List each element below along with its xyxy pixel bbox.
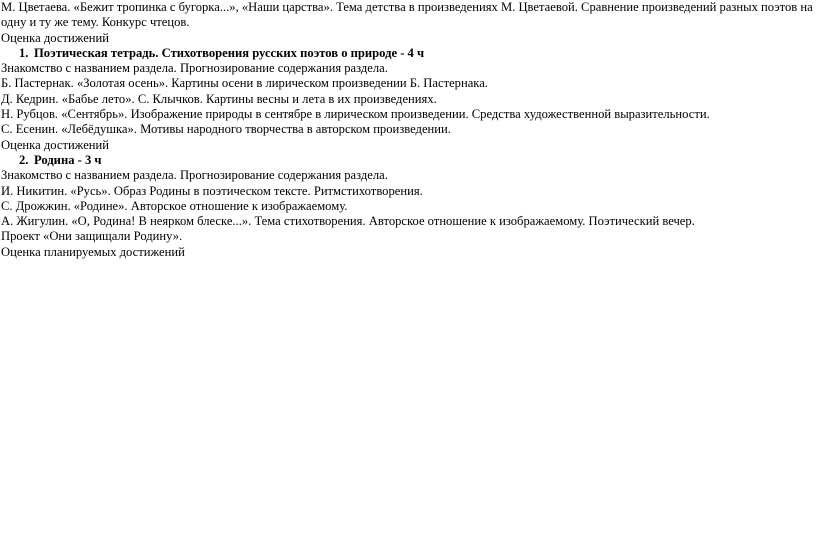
section-heading-motherland [1, 153, 814, 168]
section-number: 2. [19, 152, 29, 167]
section-assessment: Оценка достижений [1, 137, 110, 152]
topic-line: А. Жигулин. «О, Родина! В неярком блеске...». Тема стихотворения. Авторское отношение к изображаемому. Поэтический вечер. [1, 214, 695, 229]
intro-paragraph: М. Цветаева. «Бежит тропинка с бугорка...», «Наши царства». Тема детства в произведениях М. Цветаевой. Сравнение произведений разных поэтов на одну и ту же тему. Конкурс чтецов. [1, 0, 813, 30]
topic-line: Проект «Они защищали Родину». [1, 229, 183, 244]
section-number: 1. [19, 45, 29, 60]
section-title: Поэтическая тетрадь. Стихотворения русских поэтов о природе - 4 ч [34, 45, 425, 60]
topic-line: С. Дрожжин. «Родине». Авторское отношение к изображаемому. [1, 198, 348, 213]
section-heading-nature-poetry [1, 46, 814, 61]
section-assessment: Оценка планируемых достижений [1, 244, 185, 259]
topic-line: Б. Пастернак. «Золотая осень». Картины осени в лирическом произведении Б. Пастернака. [1, 76, 488, 91]
topic-line: Знакомство с названием раздела. Прогнозирование содержания раздела. [1, 61, 388, 76]
section-title: Родина - 3 ч [34, 152, 102, 167]
document-body [1, 0, 814, 260]
topic-line: Д. Кедрин. «Бабье лето». С. Клычков. Картины весны и лета в их произведениях. [1, 91, 437, 106]
topic-line: С. Есенин. «Лебёдушка». Мотивы народного творчества в авторском произведении. [1, 122, 451, 137]
topic-line: И. Никитин. «Русь». Образ Родины в поэтическом тексте. Ритмстихотворения. [1, 183, 423, 198]
intro-assessment: Оценка достижений [1, 30, 110, 45]
topic-line: Знакомство с названием раздела. Прогнозирование содержания раздела. [1, 168, 388, 183]
topic-line: Н. Рубцов. «Сентябрь». Изображение природы в сентябре в лирическом произведении. Средства художественной выразительности. [1, 107, 710, 122]
